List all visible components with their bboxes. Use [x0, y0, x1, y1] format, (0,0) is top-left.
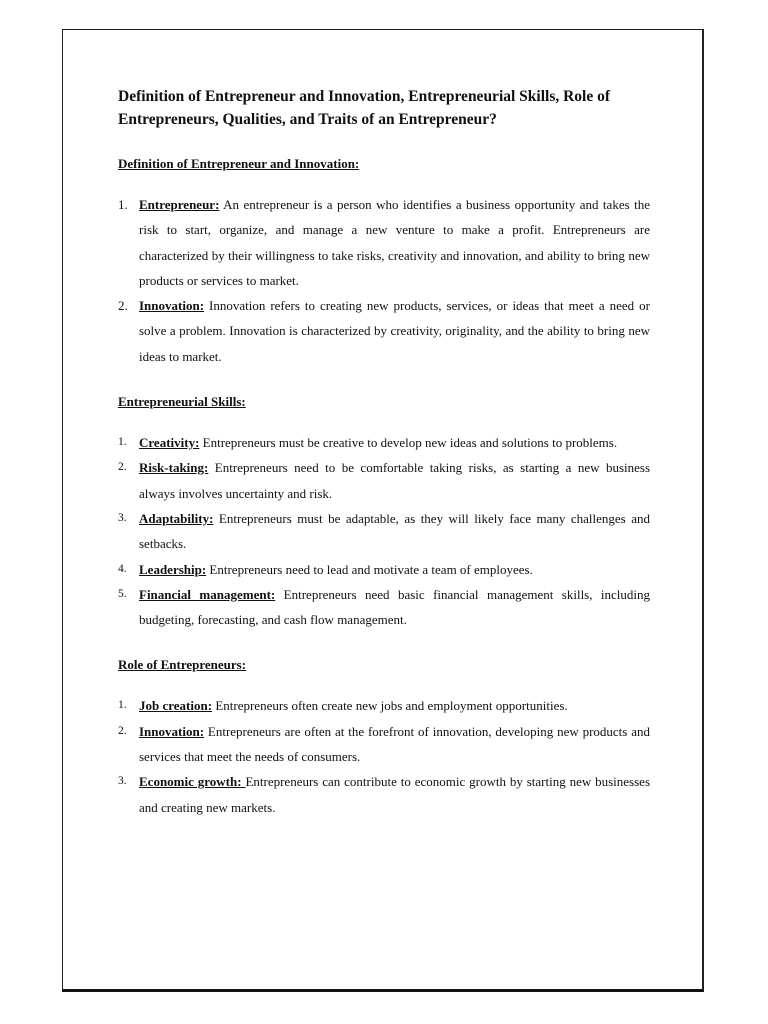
section-heading-roles: Role of Entrepreneurs:: [118, 657, 247, 673]
list-item-term: Adaptability:: [139, 510, 214, 526]
list-number: 1.: [118, 197, 128, 212]
list-number: 2.: [118, 298, 128, 314]
list-item-term: Innovation:: [139, 723, 205, 739]
list-number: 2.: [118, 461, 127, 474]
list-item: [118, 506, 650, 557]
list-item-text: Entrepreneurs need to be comfortable taking risks, as starting a new business always involves uncertainty and risk.: [139, 460, 650, 501]
list-item-term: Innovation:: [139, 298, 205, 314]
list-item: [118, 557, 650, 582]
document-page: [62, 29, 704, 992]
list-number: 2.: [118, 724, 127, 737]
list-item-text: Entrepreneurs are often at the forefront of innovation, developing new products and services that meet the needs of consumers.: [139, 723, 650, 765]
list-item: [118, 719, 650, 770]
list-item: [118, 430, 650, 455]
list-number: 3.: [118, 511, 127, 524]
list-number: 1.: [118, 436, 127, 449]
list-item-text: Entrepreneurs must be creative to develop new ideas and solutions to problems.: [199, 435, 618, 451]
list-item: [118, 582, 650, 633]
list-item-term: Economic growth:: [139, 774, 246, 790]
section-heading-definitions: Definition of Entrepreneur and Innovation:: [118, 156, 360, 171]
list-item-term: Leadership:: [139, 561, 207, 577]
list-item-text: Entrepreneurs can contribute to economic growth by starting new businesses and creating new markets.: [139, 774, 650, 815]
section-heading-skills: Entrepreneurial Skills:: [118, 394, 246, 410]
list-item-term: Entrepreneur:: [139, 197, 220, 212]
list-item-term: Creativity:: [139, 435, 200, 451]
list-item-text: Innovation refers to creating new products, services, or ideas that meet a need or solve a problem. Innovation is characterized by creativity, originality, and the ability to bring new ideas to market.: [139, 298, 650, 364]
list-number: 3.: [118, 775, 127, 788]
definitions-list: [118, 192, 650, 369]
list-item-text: Entrepreneurs often create new jobs and employment opportunities.: [212, 698, 568, 714]
list-number: 4.: [118, 562, 127, 575]
document-content: [118, 85, 650, 820]
list-item-term: Job creation:: [139, 698, 213, 714]
list-item: [118, 455, 650, 506]
list-number: 5.: [118, 587, 127, 600]
list-item: [118, 769, 650, 820]
list-item: [118, 693, 650, 718]
list-item-text: Entrepreneurs need basic financial management skills, including budgeting, forecasting, and cash flow management.: [139, 586, 651, 628]
roles-list: [118, 693, 650, 819]
list-item-text: Entrepreneurs need to lead and motivate a team of employees.: [206, 561, 533, 577]
list-item-term: Risk-taking:: [139, 460, 209, 476]
list-item-term: Financial management:: [139, 586, 276, 602]
list-item: [118, 293, 650, 369]
skills-list: [118, 430, 650, 632]
list-item-text: An entrepreneur is a person who identifies a business opportunity and takes the risk to start, organize, and manage a new venture to make a profit. Entrepreneurs are characterized by their willingness to take risks, creativity and innovation, and ability to bring new products or services to market.: [139, 197, 650, 288]
document-title: Definition of Entrepreneur and Innovation, Entrepreneurial Skills, Role of Entrepreneurs, Qualities, and Traits of an Entrepreneur?: [118, 88, 611, 128]
list-number: 1.: [118, 699, 127, 712]
list-item: [118, 192, 650, 293]
list-item-text: Entrepreneurs must be adaptable, as they will likely face many challenges and setbacks.: [139, 510, 650, 552]
